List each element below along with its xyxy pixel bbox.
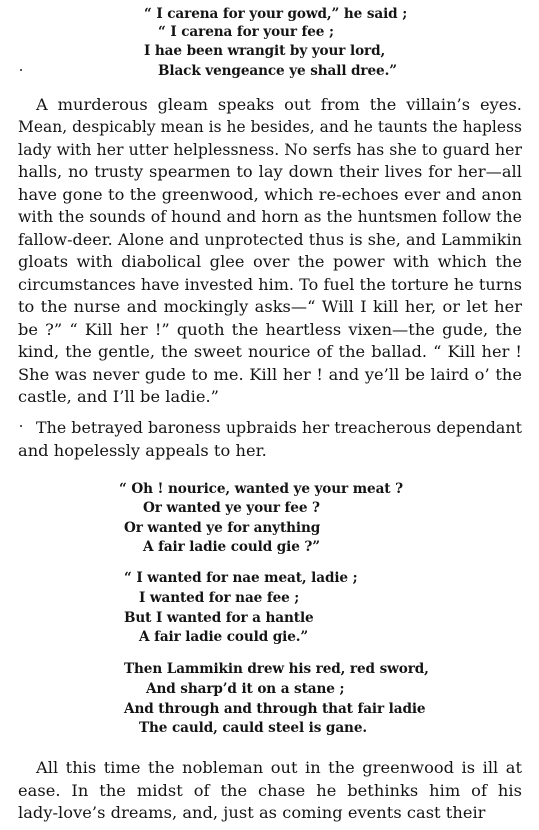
text-line: The betrayed baroness upbraids her treacherous dependant — [36, 418, 522, 437]
verse-line: The cauld, cauld steel is gane. — [139, 720, 368, 736]
verse-line: A fair ladie could gie ?” — [143, 539, 320, 555]
verse-line: Or wanted ye your fee ? — [143, 500, 320, 516]
text-line: A murderous gleam speaks out from the villain’s eyes. — [36, 95, 522, 114]
text-line: fallow-deer. Alone and unprotected thus is she, and Lammikin — [18, 230, 522, 249]
text-line: lady with her utter helplessness. No serfs has she to guard her — [18, 140, 522, 159]
text-line: castle, and I’ll be ladie.” — [18, 387, 220, 406]
print-speck — [20, 425, 22, 427]
text-line: Mean, despicably mean is he besides, and he taunts the hapless — [18, 117, 522, 136]
verse-line: “ I carena for your fee ; — [158, 24, 334, 40]
text-line: ease. In the midst of the chase he bethinks him of his — [18, 781, 522, 800]
text-line: to the nurse and mockingly asks—“ Will I kill her, or let her — [18, 297, 522, 316]
text-line: halls, no trusty spearmen to lay down their lives for her—all — [18, 162, 522, 181]
verse-line: And sharp’d it on a stane ; — [146, 681, 345, 697]
verse-line: Or wanted ye for anything — [124, 520, 321, 536]
text-line: She was never gude to me. Kill her ! and ye’ll be laird o’ the — [18, 365, 522, 384]
verse-line: “ Oh ! nourice, wanted ye your meat ? — [119, 481, 403, 497]
verse-line: I wanted for nae fee ; — [139, 590, 300, 606]
verse-line: Black vengeance ye shall dree.” — [158, 63, 397, 79]
text-line: have gone to the greenwood, which re-echoes ever and anon — [18, 185, 522, 204]
verse-line: “ I carena for your gowd,” he said ; — [144, 6, 408, 22]
text-line: with the sounds of hound and horn as the huntsmen follow the — [18, 207, 522, 226]
verse-line: “ I wanted for nae meat, ladie ; — [124, 570, 358, 586]
verse-line: I hae been wrangit by your lord, — [144, 43, 386, 59]
text-line: All this time the nobleman out in the greenwood is ill at — [36, 758, 522, 777]
text-line: be ?” “ Kill her !” quoth the heartless vixen—the gude, the — [18, 320, 522, 339]
text-line: gloats with diabolical glee over the power with which the — [18, 252, 522, 271]
verse-line: And through and through that fair ladie — [124, 701, 426, 717]
text-line: lady-love’s dreams, and, just as coming events cast their — [18, 803, 486, 822]
text-line: and hopelessly appeals to her. — [18, 441, 267, 460]
verse-line: Then Lammikin drew his red, red sword, — [124, 661, 429, 677]
verse-line: But I wanted for a hantle — [124, 610, 314, 626]
verse-line: A fair ladie could gie.” — [139, 629, 309, 645]
text-line: circumstances have invested him. To fuel the torture he turns — [18, 275, 522, 294]
print-speck — [20, 69, 22, 71]
text-line: kind, the gentle, the sweet nourice of the ballad. “ Kill her ! — [18, 342, 522, 361]
